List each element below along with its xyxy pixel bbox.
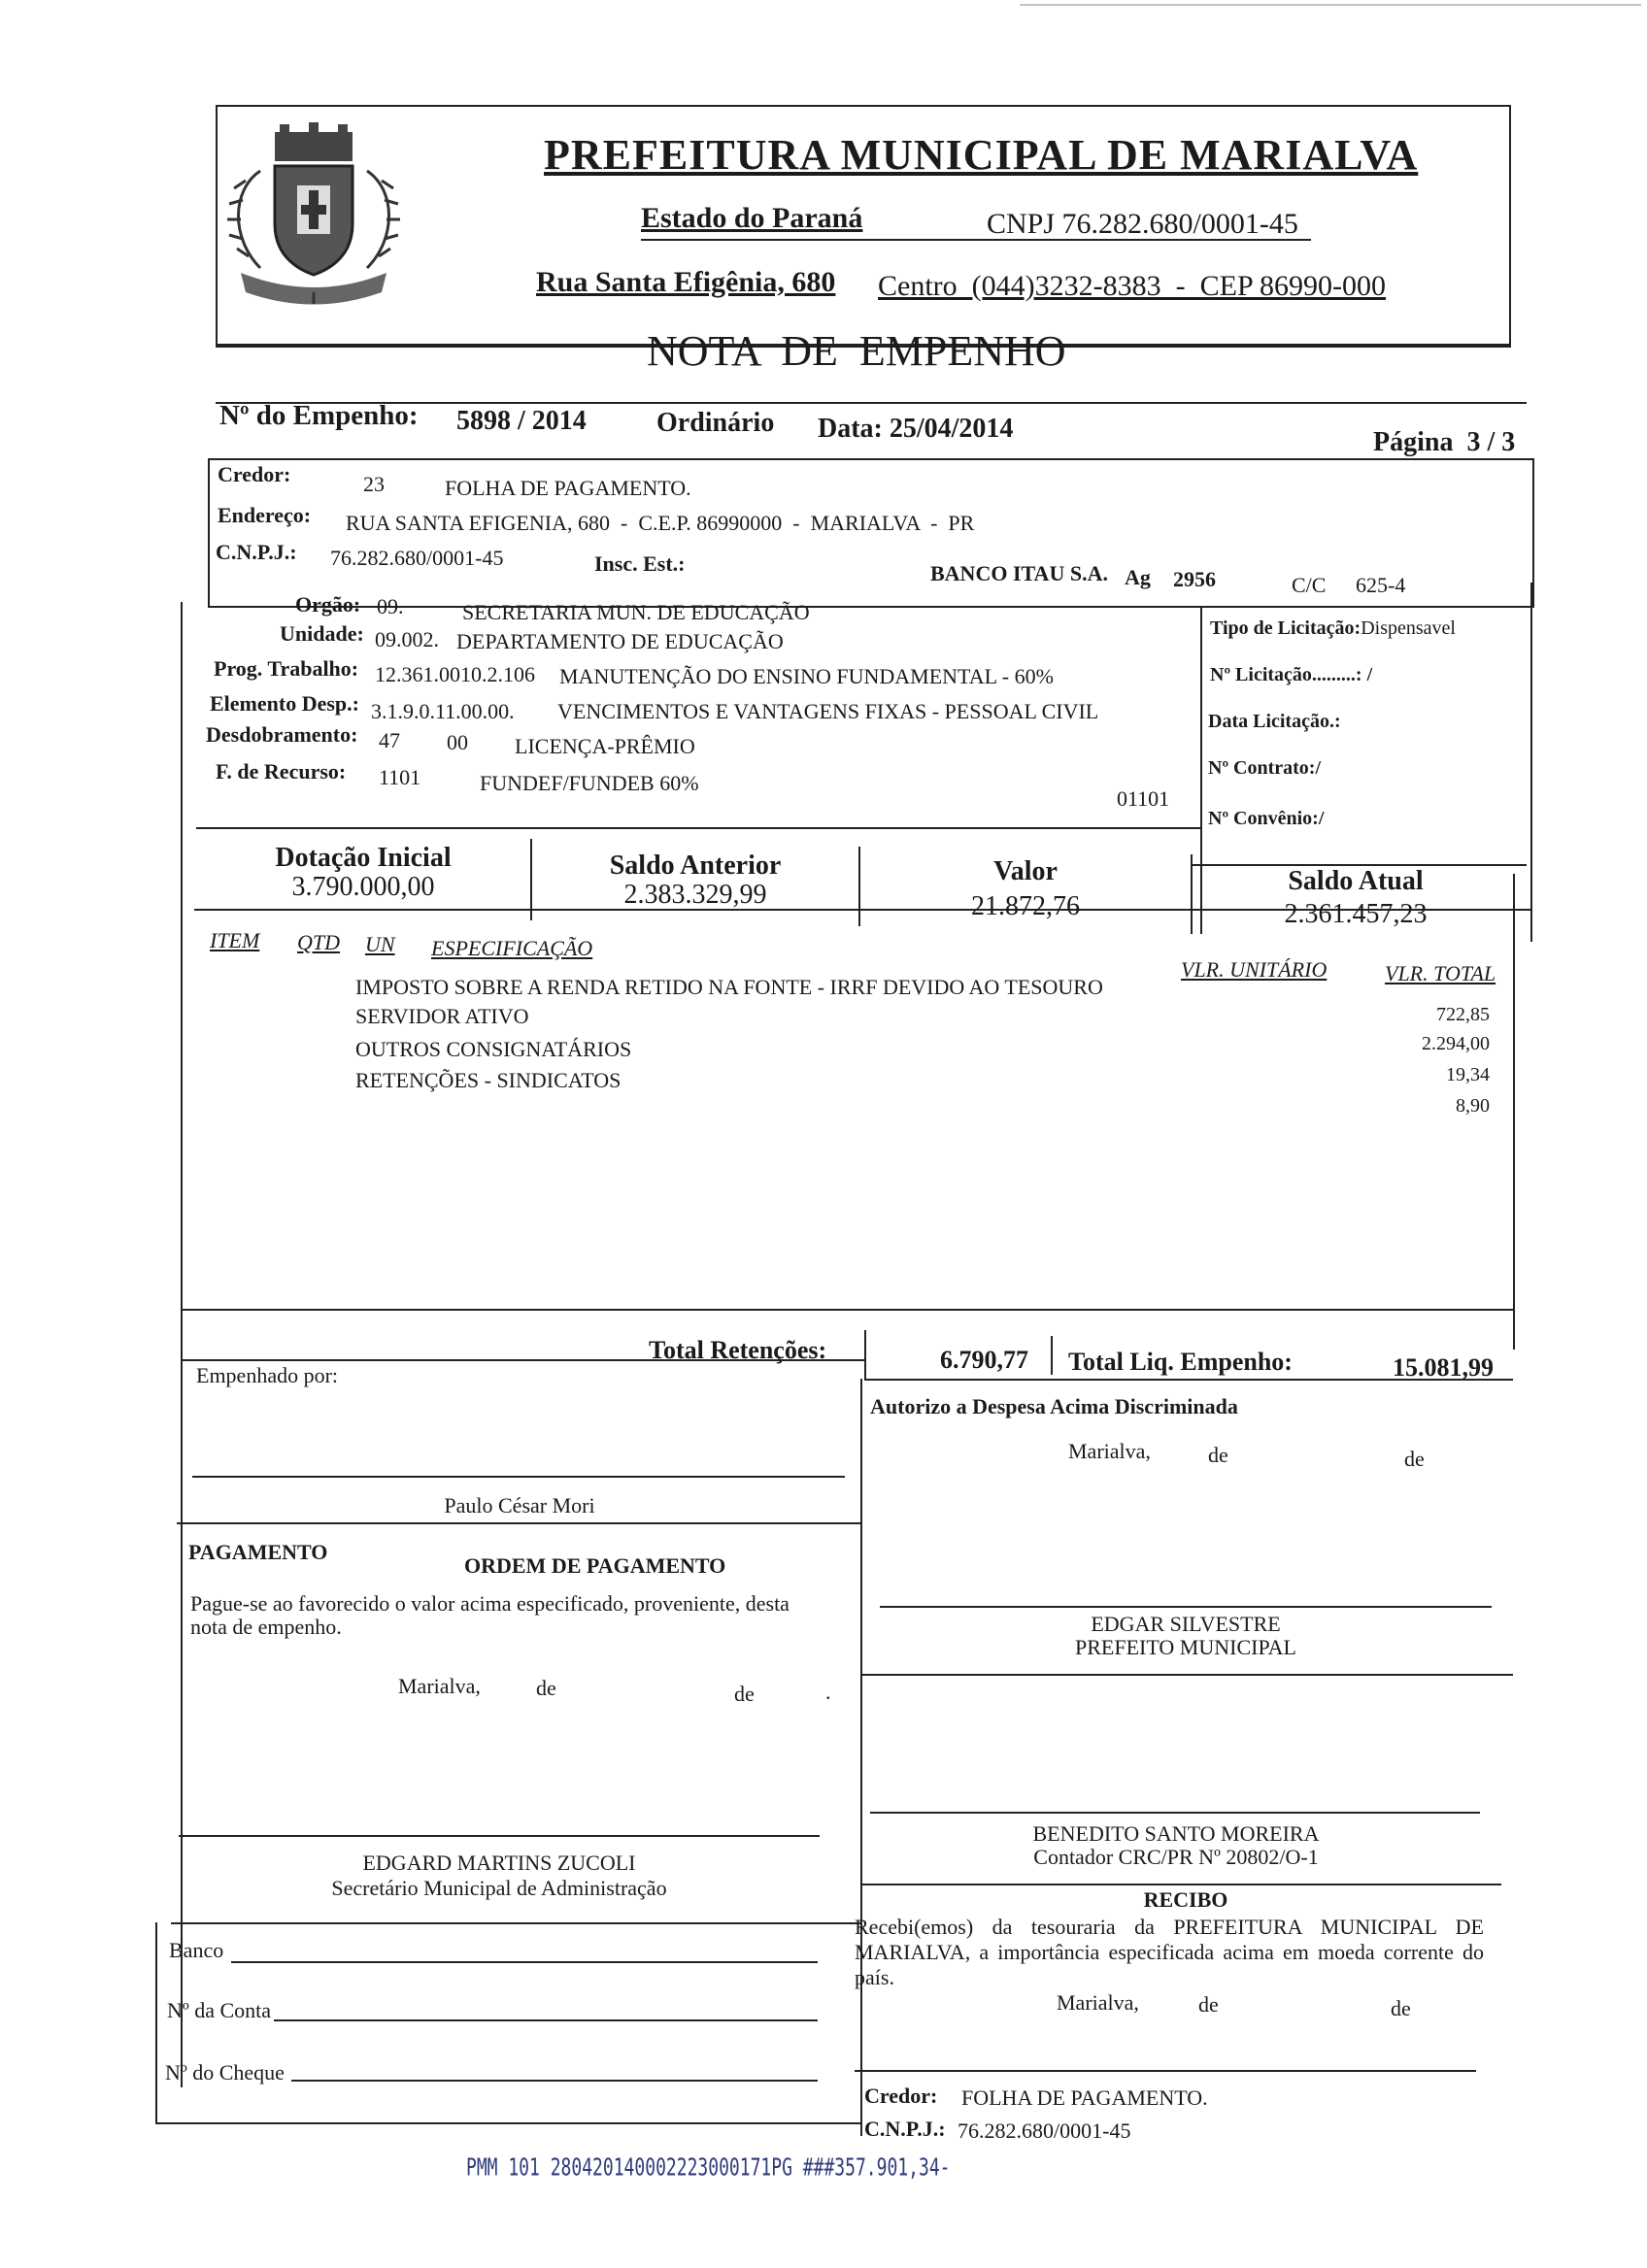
rule [179,1835,820,1837]
item-total-value: 722,85 [1436,1004,1490,1025]
prog-trabalho-label: Prog. Trabalho: [214,656,359,681]
autorizo-de-2: de [1404,1447,1425,1471]
item-total-value: 19,34 [1446,1064,1490,1085]
prefeito-role: PREFEITO MUNICIPAL [1075,1635,1296,1659]
rule [196,827,1200,829]
dotacao-label: Dotação Inicial [275,843,452,873]
pagamento-city: Marialva, [398,1674,481,1698]
recurso-label: F. de Recurso: [216,759,347,784]
empenhado-por-name: Paulo César Mori [444,1493,595,1518]
scan-edge-line [1020,4,1641,6]
autorizo-de-1: de [1208,1443,1228,1467]
contrato-number: Nº Contrato:/ [1208,757,1322,779]
saldo-anterior-label: Saldo Anterior [609,850,782,881]
item-description: SERVIDOR ATIVO [355,1004,529,1028]
recibo-cnpj: 76.282.680/0001-45 [958,2118,1131,2143]
prefeitura-street: Rua Santa Efigênia, 680 [536,266,836,298]
recibo-city: Marialva, [1057,1990,1139,2015]
rule [858,847,860,926]
credor-address: RUA SANTA EFIGENIA, 680 - C.E.P. 86990000 - MARIALVA - PR [346,511,975,535]
recurso-extra-code: 01101 [1117,786,1170,811]
rule [864,1330,866,1379]
empenho-number: 5898 / 2014 [456,406,587,436]
col-header-item: ITEM [210,928,260,952]
empenho-date: Data: 25/04/2014 [818,414,1014,444]
saldo-atual-value: 2.361.457,23 [1284,899,1428,929]
orgao-name: SECRETARIA MUN. DE EDUCAÇÃO [462,600,810,624]
recibo-de-2: de [1391,1996,1411,2020]
desdobramento-name: LICENÇA-PRÊMIO [515,734,695,758]
agency-label: Ag [1125,565,1151,589]
prefeitura-address: Centro (044)3232-8383 - CEP 86990-000 [878,270,1387,302]
total-retencoes-label: Total Retenções: [649,1336,827,1364]
ordem-pagamento-title: ORDEM DE PAGAMENTO [464,1553,726,1578]
credor-name: FOLHA DE PAGAMENTO. [445,476,691,500]
coat-of-arms-emblem [221,113,406,307]
tipo-licitacao [1210,617,1456,640]
elemento-code: 3.1.9.0.11.00.00. [371,699,515,723]
state-name: Estado do Paraná [641,202,863,234]
contador-name: BENEDITO SANTO MOREIRA [1032,1821,1320,1846]
tipo-licitacao-label: Tipo de Licitação: [1210,617,1361,639]
valor-value: 21.872,76 [971,891,1080,921]
recibo-cnpj-label: C.N.P.J.: [864,2117,946,2141]
total-liquido-value: 15.081,99 [1393,1353,1494,1382]
page-number: Página 3 / 3 [1373,427,1516,457]
prefeitura-cnpj: CNPJ 76.282.680/0001-45 [987,208,1298,240]
saldo-anterior-value: 2.383.329,99 [623,880,767,910]
pagamento-de-1: de [536,1676,556,1700]
rule [208,606,1530,608]
col-header-un: UN [365,932,395,956]
empenho-label: Nº do Empenho: [219,400,419,431]
convenio-number: Nº Convênio:/ [1208,808,1325,829]
elemento-name: VENCIMENTOS E VANTAGENS FIXAS - PESSOAL CIVIL [557,699,1099,723]
address-label: Endereço: [218,503,312,527]
rule [291,2080,818,2082]
recurso-name: FUNDEF/FUNDEB 60% [480,771,699,795]
rule [870,1812,1480,1814]
recurso-code: 1101 [379,765,421,789]
saldo-atual-label: Saldo Atual [1288,866,1424,896]
rule [1513,874,1515,1350]
col-header-especificacao: ESPECIFICAÇÃO [431,936,593,960]
licitacao-date: Data Licitação.: [1208,711,1341,732]
item-total-value: 8,90 [1456,1095,1490,1117]
rule [1051,1336,1053,1375]
col-header-total-value: VLR. TOTAL [1385,961,1496,985]
agency-number: 2956 [1173,567,1216,591]
recibo-title: RECIBO [1143,1887,1228,1912]
credor-label: Credor: [218,462,291,486]
rule [860,1379,862,2136]
orgao-code: 09. [377,594,404,618]
credor-code: 23 [363,472,385,496]
rule [177,1522,860,1524]
desdobramento-label: Desdobramento: [206,722,358,747]
pagamento-label: PAGAMENTO [188,1540,328,1564]
item-description: OUTROS CONSIGNATÁRIOS [355,1037,632,1061]
empenho-type: Ordinário [656,408,775,438]
prefeitura-title: PREFEITURA MUNICIPAL DE MARIALVA [544,131,1419,179]
tipo-licitacao-value: Dispensavel [1361,617,1456,639]
authentication-code: PMM 101 280420140002223000171PG ###357.901,34- [466,2153,951,2183]
secretario-name: EDGARD MARTINS ZUCOLI [362,1851,636,1875]
item-total-value: 2.294,00 [1422,1033,1490,1054]
autorizo-text: Autorizo a Despesa Acima Discriminada [870,1394,1238,1418]
total-retencoes-value: 6.790,77 [940,1346,1028,1374]
recibo-credor-name: FOLHA DE PAGAMENTO. [961,2085,1208,2110]
rule [155,1922,157,2124]
desdobramento-code-1: 47 [379,728,400,752]
rule [1191,854,1193,934]
rule [1530,583,1532,942]
pagamento-dot: . [825,1680,831,1704]
rule [231,1961,818,1963]
account-label: C/C [1292,573,1327,597]
secretario-role: Secretário Municipal de Administração [331,1876,667,1900]
prog-trabalho-code: 12.361.0010.2.106 [375,662,535,686]
prefeito-name: EDGAR SILVESTRE [1091,1612,1281,1636]
document-title: NOTA DE EMPENHO [647,327,1066,375]
empenhado-por-label: Empenhado por: [196,1363,339,1387]
col-header-qtd: QTD [297,930,341,954]
account-number: 625-4 [1356,573,1406,597]
orgao-label: Orgão: [295,592,361,617]
rule [192,1476,845,1478]
unidade-code: 09.002. [375,627,439,651]
dotacao-value: 3.790.000,00 [291,872,435,902]
rule [274,2019,818,2021]
rule [860,1884,1501,1885]
col-header-unit-value: VLR. UNITÁRIO [1181,957,1328,982]
conta-label: Nº da Conta [167,1998,272,2022]
valor-label: Valor [993,856,1058,886]
rule [880,1606,1492,1608]
rule [171,1922,860,1924]
pagamento-text: Pague-se ao favorecido o valor acima especificado, proveniente, desta nota de empenho. [190,1591,790,1639]
item-description: IMPOSTO SOBRE A RENDA RETIDO NA FONTE - IRRF DEVIDO AO TESOURO [355,975,1103,999]
recibo-de-1: de [1198,1992,1219,2017]
total-liquido-label: Total Liq. Empenho: [1068,1348,1293,1376]
rule [855,2070,1476,2072]
licitacao-number: Nº Licitação.........: / [1210,664,1373,685]
banco-label: Banco [169,1938,224,1962]
item-description: RETENÇÕES - SINDICATOS [355,1068,622,1092]
elemento-label: Elemento Desp.: [210,691,359,716]
rule [181,1309,1513,1311]
unidade-label: Unidade: [280,621,364,646]
credor-cnpj: 76.282.680/0001-45 [330,546,504,570]
unidade-name: DEPARTAMENTO DE EDUCAÇÃO [456,629,784,653]
bank-name: BANCO ITAU S.A. [930,561,1108,585]
insc-est-label: Insc. Est.: [594,551,686,576]
recibo-text: Recebi(emos) da tesouraria da PREFEITURA MUNICIPAL DE MARIALVA, a importância especificada acima em moeda corrente do país. [855,1915,1484,1989]
rule [860,1674,1513,1676]
autorizo-city: Marialva, [1068,1439,1151,1463]
prog-trabalho-name: MANUTENÇÃO DO ENSINO FUNDAMENTAL - 60% [559,664,1054,688]
rule [155,2122,860,2124]
cheque-label: Nº do Cheque [165,2060,285,2085]
recibo-credor-label: Credor: [864,2084,938,2108]
cnpj-label: C.N.P.J.: [216,540,297,564]
pagamento-de-2: de [734,1682,755,1706]
desdobramento-code-2: 00 [447,730,468,754]
contador-role: Contador CRC/PR Nº 20802/O-1 [1033,1845,1319,1869]
